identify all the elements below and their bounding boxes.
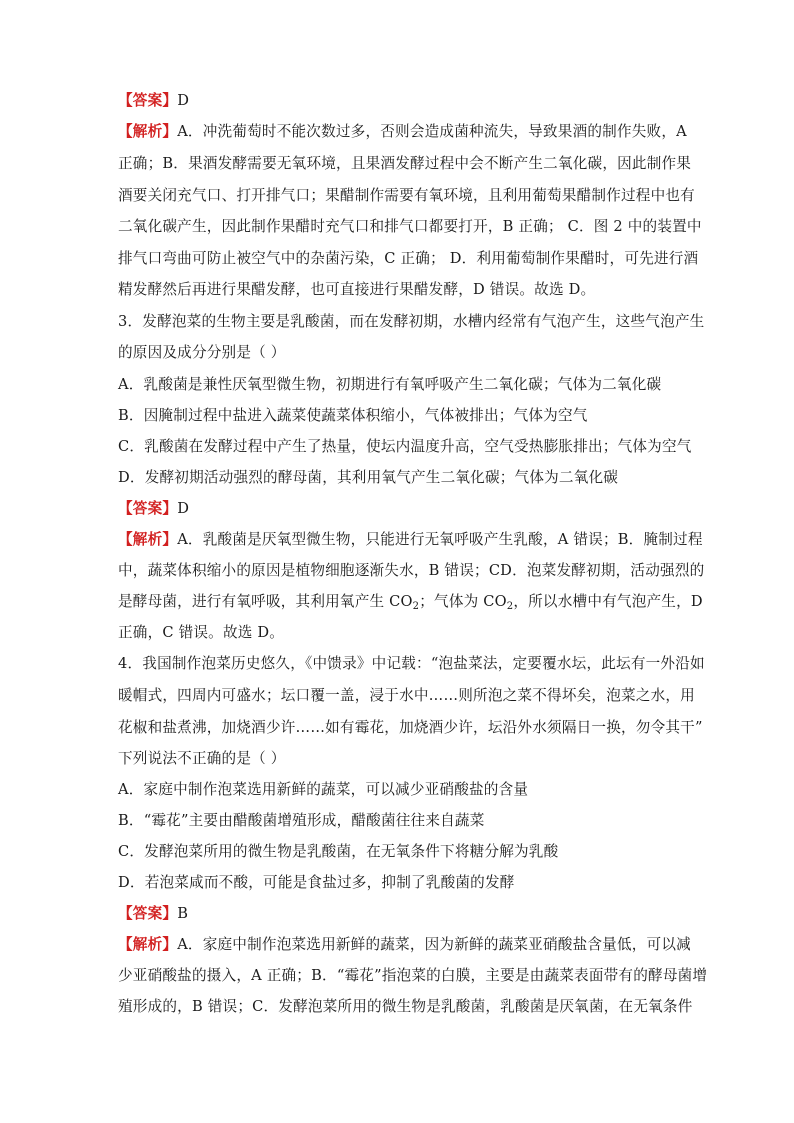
q3-stem-line-1: 3．发酵泡菜的生物主要是乳酸菌，而在发酵初期，水槽内经常有气泡产生，这些气泡产生 — [118, 313, 705, 330]
analysis-text: A．家庭中制作泡菜选用新鲜的蔬菜，因为新鲜的蔬菜亚硝酸盐含量低，可以减 — [177, 936, 691, 953]
q4-answer-line — [118, 904, 188, 924]
q2-analysis-line-1 — [118, 122, 687, 142]
q3-analysis-line-4: 正确，C 错误。故选 D。 — [118, 624, 285, 641]
q3-option-d: D．发酵初期活动强烈的酵母菌，其利用氧气产生二氧化碳；气体为二氧化碳 — [118, 469, 619, 486]
subscript: 2 — [506, 601, 514, 612]
answer-tag: 【答案】 — [118, 905, 178, 922]
answer-tag: 【答案】 — [118, 500, 178, 517]
q3-option-a: A．乳酸菌是兼性厌氧型微生物，初期进行有氧呼吸产生二氧化碳；气体为二氧化碳 — [118, 376, 662, 393]
q4-stem-line-2: 暖帽式，四周内可盛水；坛口覆一盖，浸于水中……则所泡之菜不得坏矣，泡菜之水，用 — [118, 687, 695, 704]
answer-value: B — [177, 905, 189, 922]
subscript: 2 — [412, 601, 420, 612]
q3-answer-line — [118, 499, 189, 519]
analysis-tag: 【解析】 — [118, 123, 178, 140]
q3-option-c: C．乳酸菌在发酵过程中产生了热量，使坛内温度升高，空气受热膨胀排出；气体为空气 — [118, 438, 692, 455]
q4-stem-line-4: 下列说法不正确的是（ ） — [118, 750, 286, 767]
q3-analysis-line-1 — [118, 530, 703, 550]
q4-analysis-line-2: 少亚硝酸盐的摄入，A 正确；B．“霉花”指泡菜的白膜，主要是由蔬菜表面带有的酵母菌增 — [118, 967, 708, 984]
analysis-tag: 【解析】 — [118, 531, 178, 548]
analysis-text: 是酵母菌，进行有氧呼吸，其利用氧产生 CO — [118, 593, 413, 610]
q4-analysis-line-1 — [118, 935, 691, 955]
q2-analysis-line-5: 排气口弯曲可防止被空气中的杂菌污染，C 正确； D．利用葡萄制作果醋时，可先进行酒 — [118, 250, 699, 267]
q4-stem-line-1: 4．我国制作泡菜历史悠久，《中馈录》中记载：“泡盐菜法，定要覆水坛，此坛有一外沿如 — [118, 655, 705, 672]
q4-option-d: D．若泡菜咸而不酸，可能是食盐过多，抑制了乳酸菌的发酵 — [118, 874, 515, 891]
q2-analysis-line-2: 正确；B．果酒发酵需要无氧环境，且果酒发酵过程中会不断产生二氧化碳，因此制作果 — [118, 155, 692, 172]
analysis-text: A．冲洗葡萄时不能次数过多，否则会造成菌种流失，导致果酒的制作失败，A — [177, 123, 687, 140]
q2-analysis-line-4: 二氧化碳产生，因此制作果醋时充气口和排气口都要打开，B 正确； C．图 2 中的装置中 — [118, 218, 702, 235]
analysis-tag: 【解析】 — [118, 936, 178, 953]
answer-tag: 【答案】 — [118, 92, 178, 109]
analysis-text: ；气体为 CO — [419, 593, 507, 610]
q3-analysis-line-3 — [118, 592, 703, 612]
q4-analysis-line-3: 殖形成的，B 错误；C．发酵泡菜所用的微生物是乳酸菌，乳酸菌是厌氧菌，在无氧条件 — [118, 998, 693, 1015]
q4-stem-line-3: 花椒和盐煮沸，加烧酒少许……如有霉花，加烧酒少许，坛沿外水须隔日一换，勿令其干” — [118, 719, 703, 736]
answer-value: D — [177, 500, 190, 517]
analysis-text: ，所以水槽中有气泡产生，D — [513, 593, 703, 610]
q3-option-b: B．因腌制过程中盐进入蔬菜使蔬菜体积缩小，气体被排出；气体为空气 — [118, 407, 588, 424]
q3-stem-line-2: 的原因及成分分别是（ ） — [118, 344, 286, 361]
q2-analysis-line-3: 酒要关闭充气口、打开排气口；果醋制作需要有氧环境，且利用葡萄果醋制作过程中也有 — [118, 187, 695, 204]
q4-option-c: C．发酵泡菜所用的微生物是乳酸菌，在无氧条件下将糖分解为乳酸 — [118, 843, 559, 860]
answer-value: D — [177, 92, 190, 109]
q4-option-b: B．“霉花”主要由醋酸菌增殖形成，醋酸菌往往来自蔬菜 — [118, 812, 485, 829]
q2-answer-line — [118, 91, 189, 111]
analysis-text: A．乳酸菌是厌氧型微生物，只能进行无氧呼吸产生乳酸，A 错误；B．腌制过程 — [177, 531, 703, 548]
q2-analysis-line-6: 精发酵然后再进行果醋发酵，也可直接进行果醋发酵，D 错误。故选 D。 — [118, 281, 596, 298]
q4-option-a: A．家庭中制作泡菜选用新鲜的蔬菜，可以减少亚硝酸盐的含量 — [118, 781, 529, 798]
q3-analysis-line-2: 中，蔬菜体积缩小的原因是植物细胞逐渐失水，B 错误；CD．泡菜发酵初期，活动强烈的 — [118, 562, 705, 579]
